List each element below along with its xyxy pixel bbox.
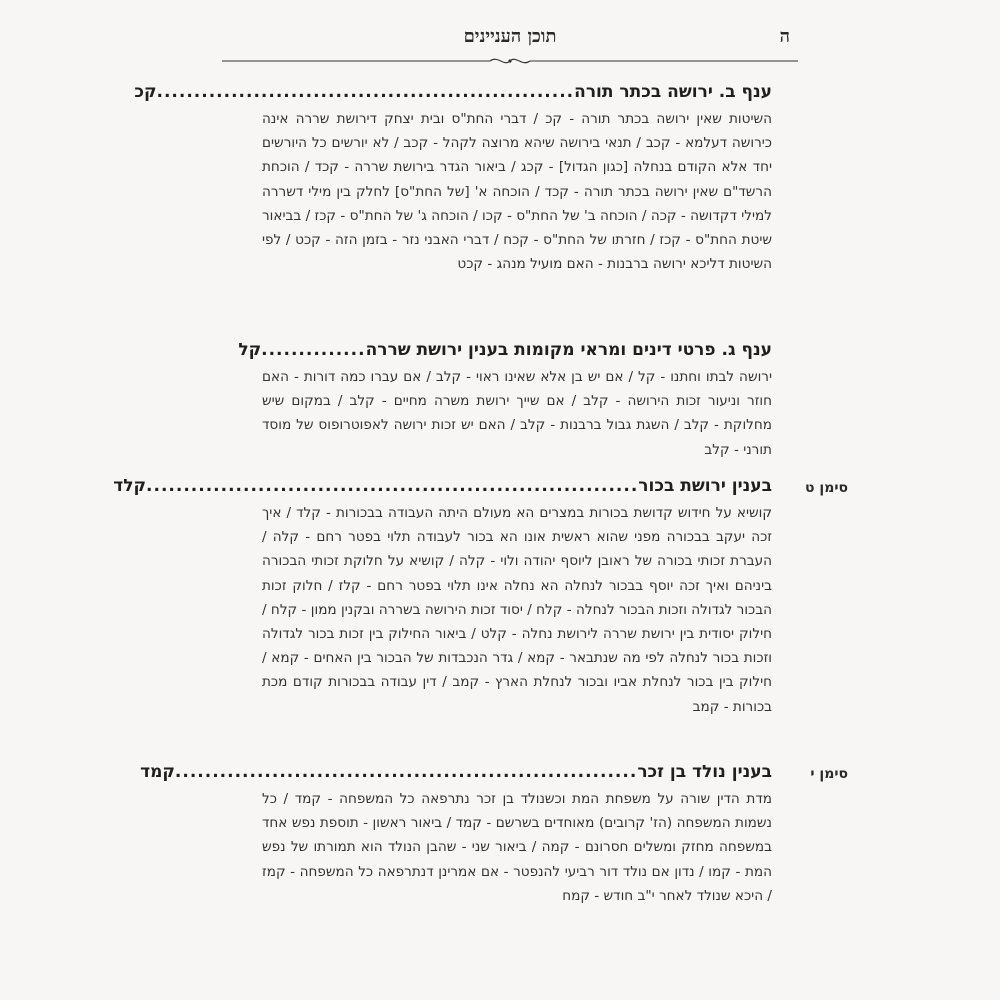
ornamental-rule: [222, 56, 798, 66]
toc-entry-title: בענין נולד בן זכר: [637, 762, 772, 782]
running-head: [222, 24, 798, 64]
toc-entry-page: קכ: [134, 82, 157, 102]
toc-entry-body: קושיא על חידוש קדושת בכורות במצרים הא מעולם היתה העבודה בבכורות - קלד / איך זכה יעקב בבכורה מפני שהוא ראשית אונו הא בכור לעבודה תלוי בפטר רחם - קלה / העברת זכותי בכורה של ראובן ליוסף יהודה ולוי - קלה / קושיא על חלוקת זכותי הבכורה ביניהם ואיך זכה יוסף בבכור לנחלה הא נחלה אינו תלוי בפטר רחם - קלז / חלוק זכות הבכור לגדולה וזכות הבכור לנחלה - קלח / יסוד זכות הירושה בשררה ובקנין ממון - קלח / חילוק יסודית בין ירושת שררה לירושת נחלה - קלט / ביאור החילוק בין זכות בכור לגדולה וזכות בכור לנחלה לפי מה שנתבאר - קמא / גדר הנכבדות של הבכור בין האחים - קמא / חילוק בין בכור לנחלת אביו ובכור לנחלת הארץ - קמב / דין עבודה בבכורות קודם מכת בכורות - קמב: [262, 505, 772, 715]
toc-entry-anaf-b: [134, 78, 772, 276]
toc-entry-title: ענף ג. פרטי דינים ומראי מקומות בענין ירושת שררה: [365, 340, 772, 360]
toc-entry-heading: [238, 336, 772, 364]
toc-entry-siman-yud: [140, 758, 772, 908]
page-number: ה: [779, 26, 790, 47]
toc-entry-title: בענין ירושת בכור: [638, 476, 772, 496]
toc-entry-page: קל: [238, 340, 262, 360]
toc-entry-body: מדת הדין שורה על משפחת המת וכשנולד בן זכר נתרפאה כל המשפחה - קמד / כל נשמות המשפחה (הז' קרובים) מאוחדים בשרשם - קמד / ביאור ראשון - תוספת נפש אחד במשפחה מחזק ומשלים חסרונם - קמה / ביאור שני - שהבן הנולד הוא תמורתו של נפש המת - קמו / נדון אם נולד דור רביעי להנפטר - אם אמרינן דנתרפאה כל המשפחה - קמז / היכא שנולד לאחר י"ב חודש - קמח: [262, 791, 772, 904]
leader-dots: ........................................................: [156, 82, 575, 102]
leader-dots: ..............................................................: [174, 762, 638, 782]
toc-entry-page: קלד: [113, 476, 147, 496]
siman-label: סימן י: [810, 766, 848, 782]
leader-dots: ..................................................................: [146, 476, 639, 496]
toc-entry-heading: [113, 472, 772, 500]
toc-entry-siman-tet: [113, 472, 772, 719]
toc-entry-heading: [134, 78, 772, 106]
running-head-title: תוכן העניינים: [463, 26, 557, 47]
toc-entry-body: השיטות שאין ירושה בכתר תורה - קכ / דברי החת"ס ובית יצחק דירושת שררה אינה כירושה דעלמא - קכב / תנאי בירושה שיהא מרוצה לקהל - קכב / לא יורשים כל היורשים יחד אלא הקודם בנחלה [כגון הגדול] - קכג / ביאור הגדר בירושת שררה - קכד / הוכחת הרשד"ם שאין ירושה בכתר תורה - קכד / הוכחה א' [של החת"ס] לחלק בין מילי דשררה למילי דקדושה - קכה / הוכחה ב' של החת"ס - קכו / הוכחה ג' של החת"ס - קכז / בביאור שיטת החת"ס - קכז / חזרתו של החת"ס - קכח / דברי האבני נזר - בזמן הזה - קכט / לפי השיטות דליכא ירושה ברבנות - האם מועיל מנהג - קכט: [262, 111, 772, 273]
leader-dots: ..............: [261, 340, 366, 360]
toc-entry-title: ענף ב. ירושה בכתר תורה: [574, 82, 772, 102]
toc-entry-body: ירושה לבתו וחתנו - קל / אם יש בן אלא שאינו ראוי - קלב / אם עברו כמה דורות - האם חוזר וניעור זכות הירושה - קלב / אם שייך ירושת משרה מחיים - קלב / במקום שיש מחלוקת - קלב / השגת גבול ברבנות - קלב / האם יש זכות ירושה לאפוטרופוס של מוסד תורני - קלב: [262, 369, 772, 458]
toc-entry-anaf-g: [238, 336, 772, 462]
toc-entry-heading: [140, 758, 772, 786]
siman-label: סימן ט: [805, 480, 848, 496]
toc-entry-page: קמד: [140, 762, 175, 782]
